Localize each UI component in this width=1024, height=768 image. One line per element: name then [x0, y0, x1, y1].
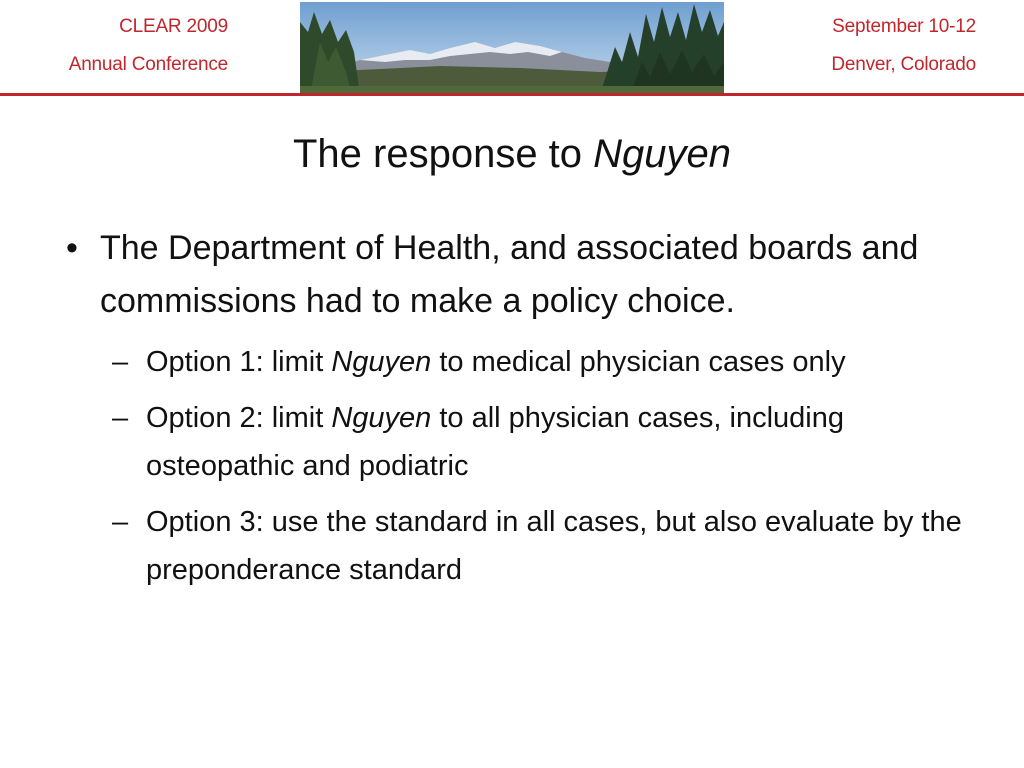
slide-title-text: The response to: [292, 132, 594, 176]
dash-bullet-icon: –: [112, 506, 129, 538]
option-item: [60, 394, 970, 490]
option-text-italic: Nguyen: [331, 346, 432, 378]
option-item: [60, 338, 970, 386]
conference-year-label: CLEAR 2009: [119, 16, 228, 37]
option-text-before: Option 3: use the standard in all cases, but also evaluate by the preponderance standard: [146, 506, 962, 586]
option-text-before: Option 2: limit: [146, 402, 332, 434]
conference-location-label: Denver, Colorado: [831, 54, 976, 75]
option-text-before: Option 1: limit: [146, 346, 332, 378]
conference-dates-label: September 10-12: [832, 16, 976, 37]
option-text-italic: Nguyen: [331, 402, 432, 434]
main-bullet-text: The Department of Health, and associated boards and commissions had to make a policy choice.: [100, 229, 919, 320]
conference-name: [0, 8, 228, 84]
slide-body: [60, 222, 970, 594]
option-text-after: to all physician cases, including osteopathic and podiatric: [146, 402, 844, 482]
option-text-after: to medical physician cases only: [431, 346, 846, 378]
conference-type-label: Annual Conference: [68, 54, 228, 75]
main-bullet-item: [60, 222, 970, 328]
dash-bullet-icon: –: [112, 346, 129, 378]
header-divider: [0, 93, 1024, 96]
slide-title: [0, 132, 1024, 177]
mountain-banner-image: [300, 2, 724, 95]
conference-details: [780, 8, 976, 84]
slide-title-italic: Nguyen: [593, 132, 732, 176]
option-item: [60, 498, 970, 594]
dash-bullet-icon: –: [112, 402, 129, 434]
bullet-dot-icon: •: [66, 229, 78, 267]
